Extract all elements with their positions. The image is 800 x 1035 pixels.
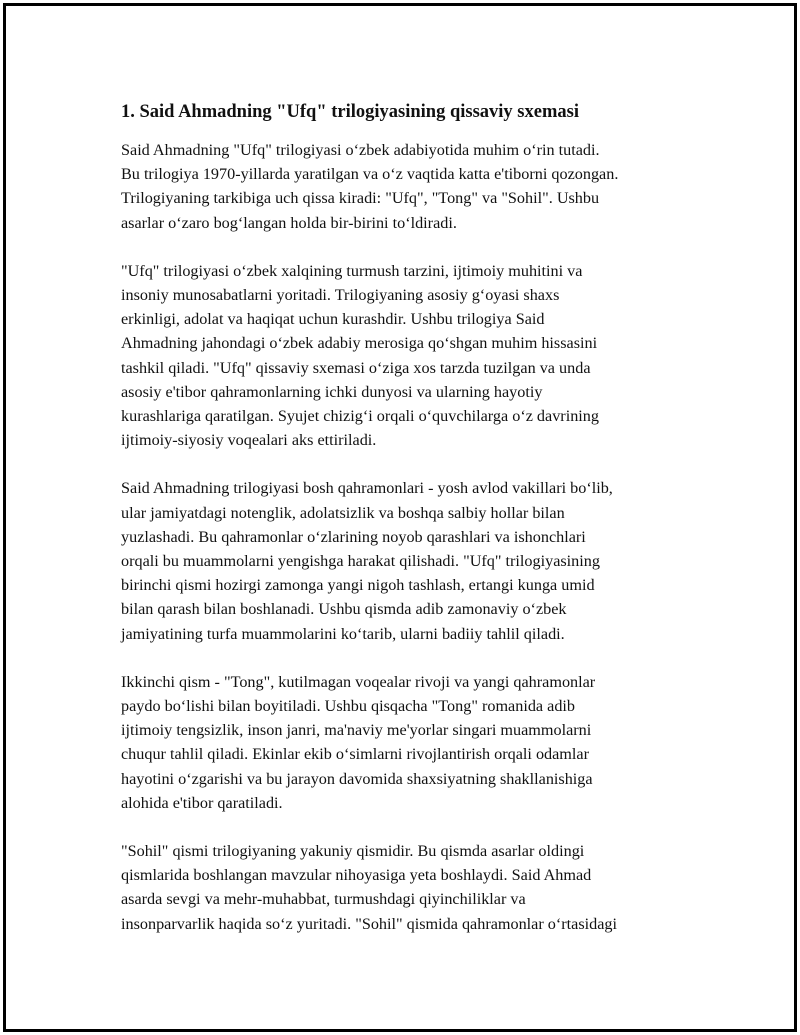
paragraph-5: "Sohil" qismi trilogiyaning yakuniy qismidir. Bu qismda asarlar oldingi qismlarida boshlangan mavzular nihoyasiga yeta boshlaydi. Said Ahmad asarda sevgi va mehr-muhabbat, turmushdagi qiyinchiliklar va insonparvarlik haqida so‘z yuritadi. "Sohil" qismida qahramonlar o‘rtasidagi <box>121 842 618 933</box>
document-body <box>121 100 701 960</box>
section-heading: 1. Said Ahmadning "Ufq" trilogiyasining qissaviy sxemasi <box>121 102 579 122</box>
paragraph-1: Said Ahmadning "Ufq" trilogiyasi o‘zbek adabiyotida muhim o‘rin tutadi. Bu trilogiya 1970-yillarda yaratilgan va o‘z vaqtida katta e'tiborni qozongan. Trilogiyaning tarkibiga uch qissa kiradi: "Ufq", "Tong" va "Sohil". Ushbu asarlar o‘zaro bog‘langan holda bir-birini to‘ldiradi. <box>121 141 619 232</box>
paragraph-4: Ikkinchi qism - "Tong", kutilmagan voqealar rivoji va yangi qahramonlar paydo bo‘lishi bilan boyitiladi. Ushbu qisqacha "Tong" romanida adib ijtimoiy tengsizlik, inson janri, ma'naviy me'yorlar singari muammolarni chuqur tahlil qiladi. Ekinlar ekib o‘simlarni rivojlantirish orqali odamlar hayotini o‘zgarishi va bu jarayon davomida shaxsiyatning shakllanishiga alohida e'tibor qaratiladi. <box>121 672 596 812</box>
paragraph-3: Said Ahmadning trilogiyasi bosh qahramonlari - yosh avlod vakillari bo‘lib, ular jamiyatdagi notenglik, adolatsizlik va boshqa salbiy hollar bilan yuzlashadi. Bu qahramonlar o‘zlarining noyob qarashlari va ishonchlari orqali bu muammolarni yengishga harakat qilishadi. "Ufq" trilogiyasining birinchi qismi hozirgi zamonga yangi nigoh tashlash, ertangi kunga umid bilan qarash bilan boshlanadi. Ushbu qismda adib zamonaviy o‘zbek jamiyatining turfa muammolarini ko‘tarib, ularni badiiy tahlil qiladi. <box>121 479 613 643</box>
paragraph-2: "Ufq" trilogiyasi o‘zbek xalqining turmush tarzini, ijtimoiy muhitini va insoniy munosabatlarni yoritadi. Trilogiyaning asosiy g‘oyasi shaxs erkinligi, adolat va haqiqat uchun kurashdir. Ushbu trilogiya Said Ahmadning jahondagi o‘zbek adabiy merosiga qo‘shgan muhim hissasini tashkil qiladi. "Ufq" qissaviy sxemasi o‘ziga xos tarzda tuzilgan va unda asosiy e'tibor qahramonlarning ichki dunyosi va ularning hayotiy kurashlariga qaratilgan. Syujet chizig‘i orqali o‘quvchilarga o‘z davrining ijtimoiy-siyosiy voqealari aks ettiriladi. <box>121 261 599 450</box>
document-page <box>3 3 797 1032</box>
